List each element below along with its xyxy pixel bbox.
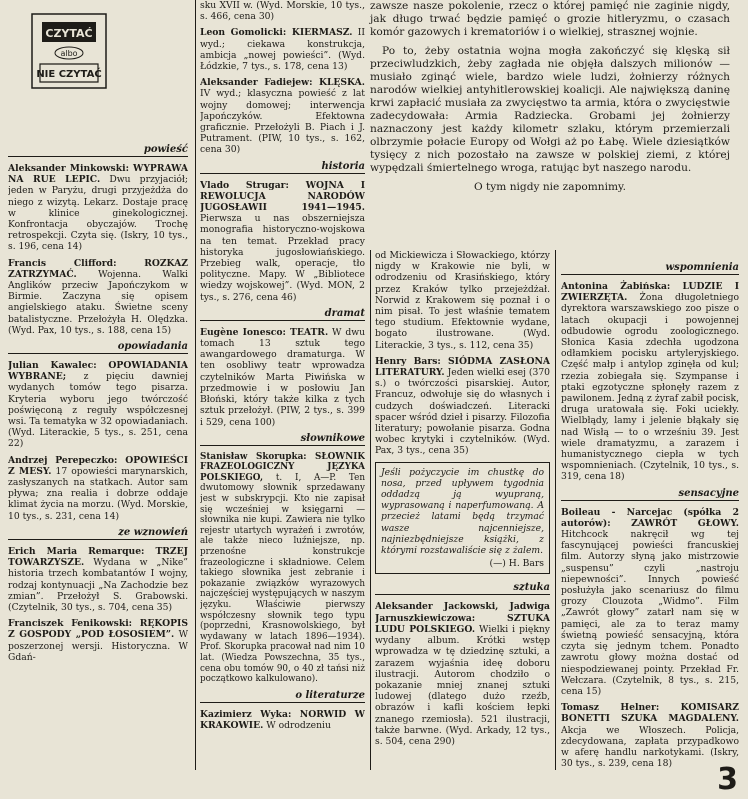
- review-body: Wojenna. Walki Anglików przeciw Japończykom w Birmie. Zaczyna się opisem angielskiego ataku. Świetne sceny batalistyczne. Przełożyła H. Olędzka. (Wyd. Pax, 10 tys., s. 188, cena 15): [8, 268, 188, 336]
- review-title: Stanisław Skorupka: SŁOWNIK FRAZEOLOGICZNY JĘZYKA POLSKIEGO,: [200, 451, 365, 483]
- review-body: sku XVII w. (Wyd. Morskie, 10 tys., s. 466, cena 30): [200, 0, 365, 23]
- review-body: Akcja we Włoszech. Policja, zdecydowana, zapłata przypadkowo w aferę handlu narkotykami. (Iskry, 30 tys., s. 239, cena 18): [561, 724, 739, 770]
- section-header: sztuka: [375, 582, 550, 595]
- top-article: [370, 0, 730, 200]
- section-header: dramat: [200, 308, 365, 321]
- review-title: Aleksander Minkowski: WYPRAWA NA RUE LEPIC.: [8, 163, 188, 186]
- review-body: W dwu tomach 13 sztuk tego awangardowego dramaturga. W ten osobliwy teatr wprowadza czytelników Marta Piwińska w przedmowie i w posłowiu Jan Błoński, który także kilka z tych sztuk przełożył. (PIW, 2 tys., s. 399 i 529, cena 100): [200, 326, 365, 428]
- top-closing: O tym nigdy nie zapomnimy.: [474, 181, 626, 193]
- top-paragraph: zawsze nasze pokolenie, rzecz o której pamięć nie zaginie nigdy, jak długo trwać będzie pamięć o grozie hitleryzmu, o czasach komór gazowych i krematoriów i o wielkiej, strasznej wojnie.: [370, 0, 730, 38]
- review-body: W odrodzeniu: [266, 719, 331, 731]
- column-4: [561, 258, 739, 778]
- review-title: Henry Bars: SIÓDMA ZASŁONA LITERATURY.: [375, 355, 550, 379]
- review-body: Wielki i piękny wydany album. Krótki wstęp wprowadza w tę dziedzinę sztuki, a zarazem wyjaśnia ideę doboru ilustracji. Autorom chodziło o pokazanie mniej znanej sztuki ludowej (dlatego dużo rzeźb, obrazów i kafli kościem łepki znanego rzemiosła). 521 ilustracji, także barwne. (Wyd. Arkady, 12 tys., s. 504, cena 290): [375, 623, 550, 747]
- review-body: Hitchcock nakręcił wg tej fascynującej powieści francuskiej film. Autorzy słyną jako mistrzowie „suspensu” czyli „nastroju niepewności”. Innych powieść posłużyła jako scenariusz do filmu grozy Clouzota „Widmo”. Film „Zawrót głowy” zatarł nam się w pamięci, ale za to teraz mamy świetną powieść sensacyjną, która czyta się jednym tchem. Ponadto zawrotu głowy można dostać od niespodziewanej pointy. Przekład Fr. Wełczara. (Czytelnik, 8 tys., s. 215, cena 15): [561, 529, 739, 697]
- section-header: opowiadania: [8, 341, 188, 354]
- quote-author: (—) H. Bars: [489, 558, 544, 570]
- section-header: słownikowe: [200, 433, 365, 446]
- review-body: t. I, A—P. Ten dwutomowy słownik sprzedawany jest w subskrypcji. Kto nie zapisał się wcześniej w księgarni — słownika nie kupi. Zawiera nie tylko rejestr utartych wyrażeń i zwrotów, ale także nieco luźniejsze, np. przenośne konstrukcje frazeologiczne i składniowe. Celem takiego słownika jest zebranie i pokazanie związków wyrazowych najczęściej występujących w naszym języku. Właściwie pierwszy współczesny słownik tego typu (poprzedni, Krasnowolskiego, był wydawany w latach 1896—1934). Prof. Skorupka pracował nad nim 10 lat. (Wiedza Powszechna, 35 tys., cena obu tomów 90, o 40 zł tańsi niż początkowo kalkulowano).: [200, 472, 365, 685]
- section-header: historia: [200, 161, 365, 174]
- review-title: Leon Gomolicki: KIERMASZ.: [200, 27, 353, 39]
- review-title: Aleksander Jackowski, Jadwiga Jarnuszkiewiczowa: SZTUKA LUDU POLSKIEGO.: [375, 601, 550, 635]
- quote-box: [375, 462, 550, 575]
- review-body: II wyd.; ciekawa konstrukcja, ambicja „nowej powieści”. (Wyd. Łódzkie, 7 tys., s. 178, cena 13): [200, 27, 365, 73]
- review-body: W poszerzonej wersji. Historyczna. W Gdań-: [8, 629, 188, 663]
- review-title: Kazimierz Wyka: NORWID W KRAKOWIE.: [200, 708, 365, 731]
- review-body: Żona długoletniego dyrektora warszawskiego zoo pisze o latach okupacji i powojennej odbudowie ogrodu zoologicznego. Słonica Kasia zdechła ugodzona odłamkiem pocisku artyleryjskiego. Część małp i antylop zginęła od kul; rzezia zobiegała się. Szympanse i ptaki egzotyczne spłonęły razem z pawilonem. Jedną z żyraf zabił pocisk, druga uratowała się. Foki uciekły. Wielbłądy, lamy i jelenie błąkały się nad Wisłą — to o wrześniu 39. Jest wiele dramatyzmu, a zarazem i humanistycznego ciepła w tych wspomnieniach. (Czytelnik, 10 tys., s. 319, cena 18): [561, 292, 739, 483]
- page-number: 3: [717, 762, 738, 797]
- quote-text: Jeśli pożyczycie im chustkę do nosa, przed upływem tygodnia oddadzą ją wyupraną, wyprasowaną i naperfumowaną. A przecież latami będą trzymać wasze najcenniejsze, najniezbędniejsze książki, z którymi rozstawaliście się z żalem.: [381, 466, 544, 557]
- review-body: IV wyd.; klasyczna powieść z lat wojny domowej; interwencja Japończyków. Efektowna graficznie. Przełożyli B. Piach i J. Putrament. (PIW, 10 tys., s. 162, cena 30): [200, 88, 365, 156]
- section-header: wspomnienia: [561, 262, 739, 275]
- column-1: [8, 140, 188, 780]
- review-title: Julian Kawalec: OPOWIADANIA WYBRANE;: [8, 360, 188, 383]
- column-2: [200, 0, 365, 795]
- review-body: z pięciu dawniej wydanych tomów tego pisarza. Kryteria wyboru jego twórczość poświęconą z reguły współczesnej wsi. Ta tematyka w 32 opowiadaniach. (Wyd. Literackie, 5 tys., s. 251, cena 22): [8, 371, 188, 450]
- review-title: Boileau - Narcejac (spółka 2 autorów): ZAWRÓT GŁOWY.: [561, 506, 739, 529]
- section-header: sensacyjne: [561, 488, 739, 501]
- section-header: o literaturze: [200, 690, 365, 703]
- column-3: [375, 250, 550, 790]
- review-title: Aleksander Fadiejew: KLĘSKA.: [200, 77, 365, 89]
- review-title: Franciszek Fenikowski: RĘKOPIS Z GOSPODY „POD ŁOSOSIEM”.: [8, 618, 188, 641]
- section-header: ze wznowień: [8, 527, 188, 540]
- review-body: od Mickiewicza i Słowackiego, którzy nigdy w Krakowie nie byli, w odrodzeniu od Krasińskiego, który przez Kraków tylko przejeżdżał. Norwid z Krakowem się poznał i o nim pisał. To jest właśnie tematem tego studium. Efektownie wydane, bogato ilustrowane. (Wyd. Literackie, 3 tys., s. 112, cena 35): [375, 250, 550, 351]
- svg-text:albo: albo: [60, 49, 78, 58]
- review-title: Vlado Strugar: WOJNA I REWOLUCJA NARODÓW JUGOSŁAWII 1941—1945.: [200, 179, 365, 214]
- review-body: 17 opowieści marynarskich, zasłyszanych na statkach. Autor sam pływa; zna realia i dobrze oddaje klimat życia na morzu. (Wyd. Morskie, 10 tys., s. 231, cena 14): [8, 465, 188, 522]
- svg-text:NIE CZYTAĆ: NIE CZYTAĆ: [36, 69, 102, 80]
- section-header: powieść: [8, 144, 188, 157]
- review-title: Antonina Żabińska: LUDZIE I ZWIERZĘTA.: [561, 281, 739, 304]
- review-body: Wydana w „Nike” historia trzech kombatantów I wojny, rodzaj kontynuacji „Na Zachodzie bez zmian”. Przełożył S. Grabowski. (Czytelnik, 30 tys., s. 704, cena 35): [8, 557, 188, 613]
- review-title: Tomasz Helner: KOMISARZ BONETTI SZUKA MAGDALENY.: [561, 702, 739, 725]
- top-paragraph: Po to, żeby ostatnia wojna mogła zakończyć się klęską sił przeciwludzkich, żeby zagłada nie objęła dalszych milionów — musiało zginąć wiele, bardzo wiele ludzi, żołnierzy różnych narodów wielkiej antyhitlerowskiej koalicji. Ale największą daninę krwi zapłacić musiała za zwycięstwo ta armia, która o zwycięstwie zadecydowała: Armia Radziecka. Grobami jej żołnierzy naznaczony jest każdy kilometr szlaku, którym przemierzali olbrzymie połacie Europy od Wołgi aż po Łabę. Wiele dziesiątków tysięcy z nich pozostało na zawsze w polskiej ziemi, z której wypędzali śmiertelnego wroga, ratując byt naszego narodu.: [370, 45, 730, 174]
- review-body: Pierwsza u nas obszerniejsza monografia historyczno-wojskowa na ten temat. Przekład pracy historyka jugosłowiańskiego. Przebieg walk, operacje, tło polityczne. Mapy. W „Bibliotece wiedzy wojskowej”. (Wyd. MON, 2 tys., s. 276, cena 46): [200, 213, 365, 303]
- review-title: Eugène Ionesco: TEATR.: [200, 326, 329, 338]
- review-title: Francis Clifford: ROZKAZ ZATRZYMAĆ.: [8, 257, 188, 280]
- svg-text:CZYTAĆ: CZYTAĆ: [45, 27, 93, 40]
- review-title: Erich Maria Remarque: TRZEJ TOWARZYSZE.: [8, 545, 188, 569]
- czytac-logo: [30, 12, 108, 90]
- review-body: Jeden wielki esej (370 s.) o twórczości pisarskiej. Autor, Francuz, odwołuje się do własnych i cudzych doświadczeń. Literacki spacer wśród dzieł i pisarzy. Filozofia literatury; powołanie pisarza. Godna wobec krytyki i czytelników. (Wyd. Pax, 3 tys., cena 35): [375, 367, 550, 457]
- review-title: Andrzej Perepeczko: OPOWIEŚCI Z MESY.: [8, 454, 188, 477]
- review-body: Dwu przyjaciół; jeden w Paryżu, drugi przyjeżdża do niego z wizytą. Lekarz. Dostaje pracę w klinice ginekologicznej. Konfrontacja obyczajów. Trochę retrospekcji. Czyta się. (Iskry, 10 tys., s. 196, cena 14): [8, 174, 188, 253]
